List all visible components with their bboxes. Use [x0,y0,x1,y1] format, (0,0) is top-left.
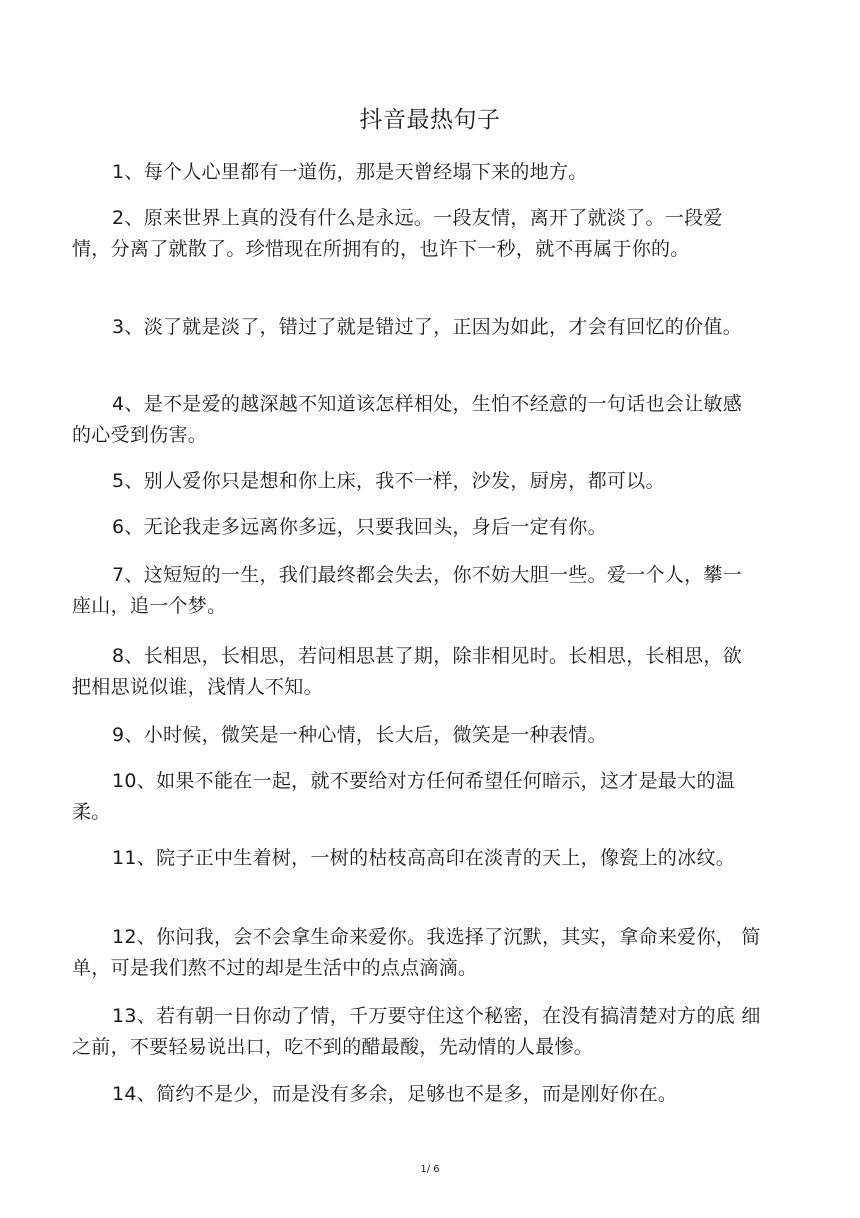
list-item: 8、长相思，长相思，若问相思甚了期，除非相见时。长相思，长相思，欲 把相思说似谁，浅情人不知。 [72,645,742,698]
list-item: 4、是不是爱的越深越不知道该怎样相处，生怕不经意的一句话也会让敏感 的心受到伤害。 [72,393,742,446]
page-indicator: 1/ 6 [420,1164,440,1175]
list-item: 11、院子正中生着树，一树的枯枝高高印在淡青的天上，像瓷上的冰纹。 [112,847,736,869]
list-item: 7、这短短的一生，我们最终都会失去，你不妨大胆一些。爱一个人，攀一 座山，追一个梦。 [72,564,742,617]
list-item: 6、无论我走多远离你多远，只要我回头，身后一定有你。 [112,516,607,538]
list-item: 10、如果不能在一起，就不要给对方任何希望任何暗示，这才是最大的温 柔。 [72,770,736,823]
list-item: 13、若有朝一日你动了情，千万要守住这个秘密，在没有搞清楚对方的底 细之前，不要轻易说出口，吃不到的醋最酸，先动情的人最惨。 [72,1005,761,1058]
list-item: 14、简约不是少，而是没有多余，足够也不是多，而是刚好你在。 [112,1083,678,1105]
list-item: 3、淡了就是淡了，错过了就是错过了，正因为如此，才会有回忆的价值。 [112,316,742,338]
document-title: 抖音最热句子 [359,107,501,133]
list-item: 9、小时候，微笑是一种心情，长大后，微笑是一种表情。 [112,724,607,746]
list-item: 2、原来世界上真的没有什么是永远。一段友情，离开了就淡了。一段爱 情，分离了就散了。珍惜现在所拥有的，也许下一秒，就不再属于你的。 [72,207,723,260]
list-item: 1、每个人心里都有一道伤，那是天曾经塌下来的地方。 [112,161,588,183]
list-item: 5、别人爱你只是想和你上床，我不一样，沙发，厨房，都可以。 [112,470,665,492]
list-item: 12、你问我，会不会拿生命来爱你。我选择了沉默，其实，拿命来爱你， 简单，可是我们熬不过的却是生活中的点点滴滴。 [72,926,761,979]
